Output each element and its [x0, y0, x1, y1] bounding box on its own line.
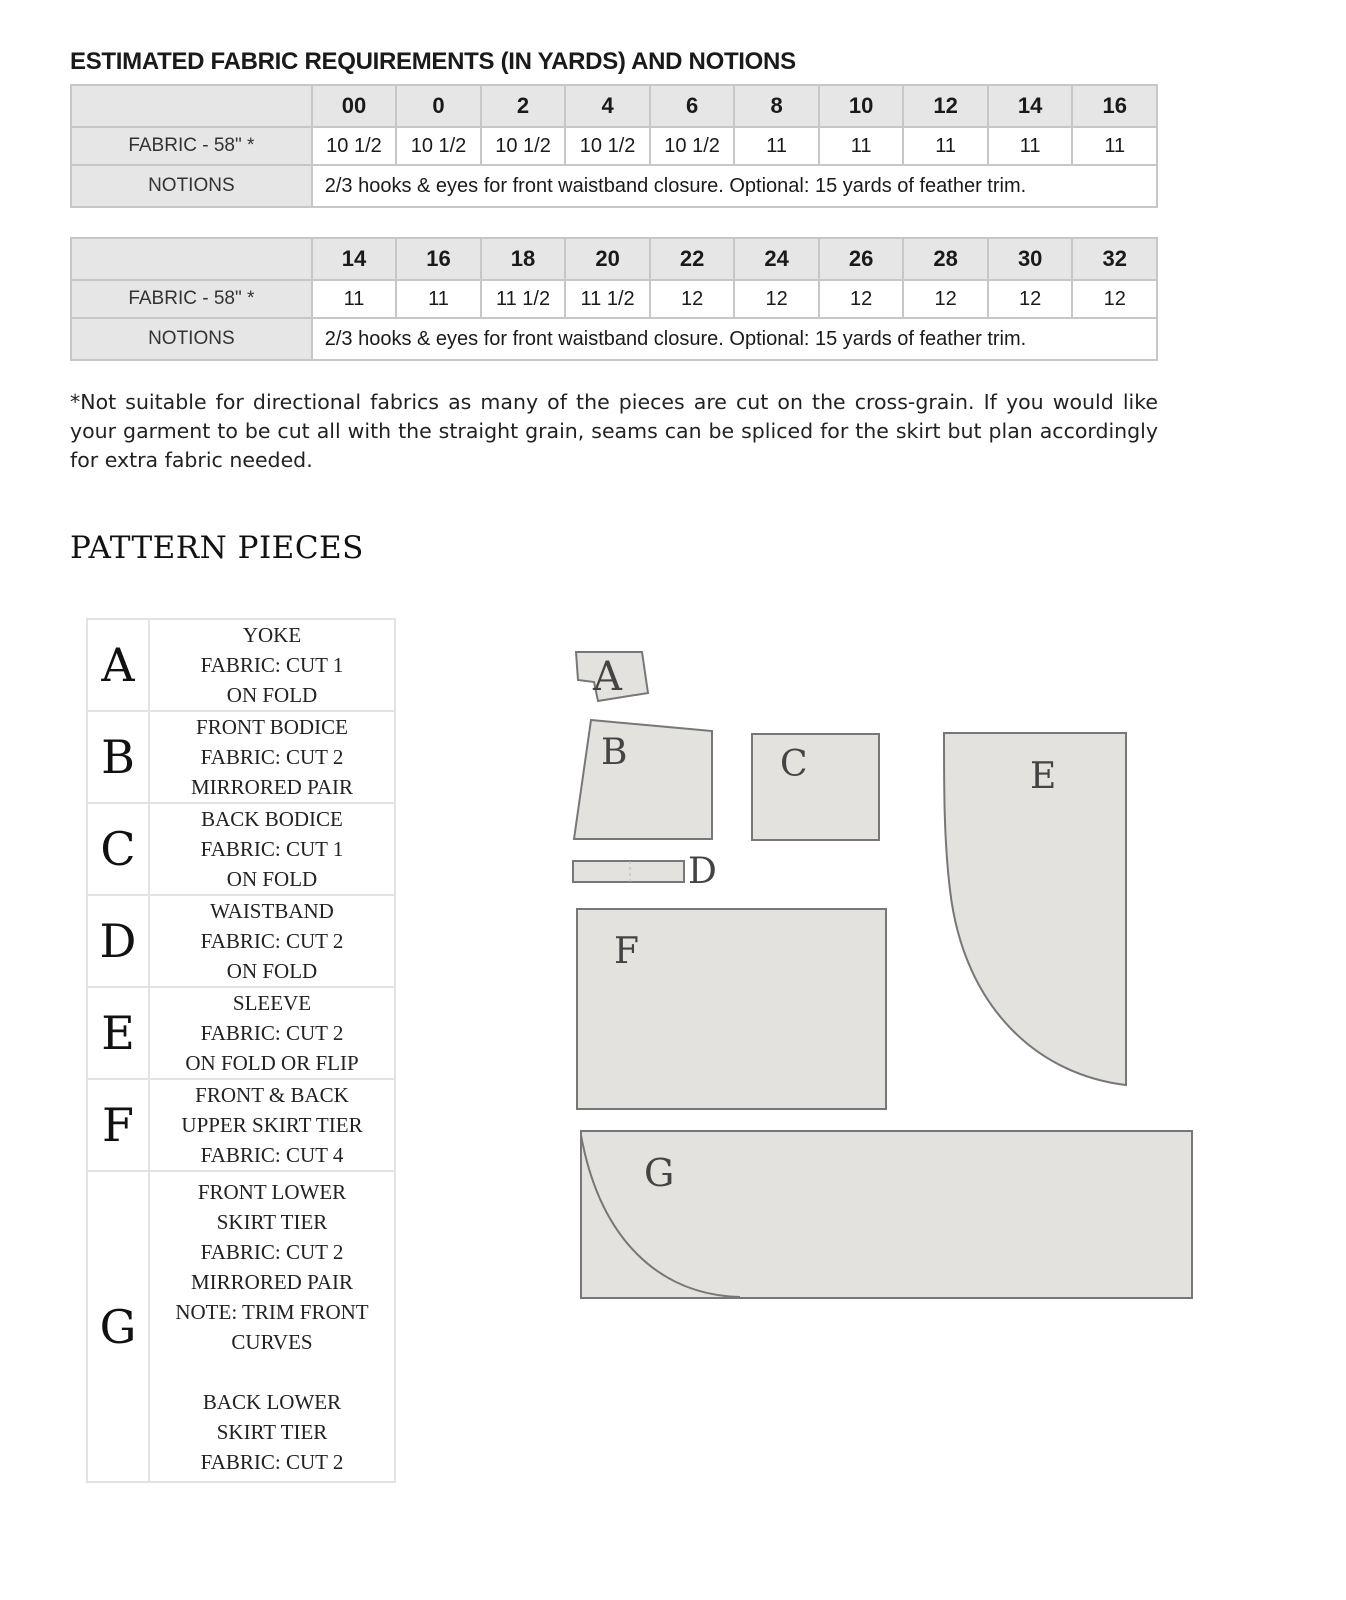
page-title: ESTIMATED FABRIC REQUIREMENTS (IN YARDS) AND NOTIONS	[70, 48, 796, 75]
piece-line: WAISTBAND	[210, 899, 334, 923]
size-cell: 14	[988, 85, 1073, 127]
fabric-cell: 10 1/2	[481, 127, 566, 165]
size-cell: 20	[565, 238, 650, 280]
fabric-cell: 10 1/2	[650, 127, 735, 165]
fabric-cell: 11	[396, 280, 481, 318]
fabric-cell: 12	[903, 280, 988, 318]
size-cell: 30	[988, 238, 1073, 280]
piece-line: FRONT LOWER	[197, 1179, 347, 1204]
notions-text: 2/3 hooks & eyes for front waistband closure. Optional: 15 yards of feather trim.	[312, 165, 1157, 207]
piece-letter: B	[87, 711, 149, 803]
size-cell: 16	[1072, 85, 1157, 127]
size-cell: 00	[312, 85, 397, 127]
piece-line: BACK BODICE	[201, 807, 343, 831]
piece-line: NOTE: TRIM FRONT	[175, 1299, 369, 1324]
fabric-cell: 12	[988, 280, 1073, 318]
notions-label: NOTIONS	[71, 318, 312, 360]
size-cell: 6	[650, 85, 735, 127]
piece-line: YOKE	[242, 623, 302, 647]
piece-line: BACK LOWER	[202, 1389, 342, 1414]
fabric-cell: 11	[734, 127, 818, 165]
fabric-cell: 11	[819, 127, 904, 165]
fabric-cell: 11	[988, 127, 1073, 165]
fabric-cell: 12	[734, 280, 819, 318]
fabric-cell: 12	[650, 280, 735, 318]
piece-b-shape	[574, 720, 712, 839]
piece-letter: F	[87, 1079, 149, 1171]
piece-line: ON FOLD OR FLIP	[185, 1051, 359, 1075]
piece-letter: E	[87, 987, 149, 1079]
piece-line: FRONT & BACK	[195, 1083, 349, 1107]
size-cell: 8	[734, 85, 818, 127]
size-cell: 14	[312, 238, 397, 280]
piece-line: SKIRT TIER	[216, 1209, 328, 1234]
piece-line: MIRRORED PAIR	[190, 1269, 353, 1294]
piece-line: FABRIC: CUT 4	[200, 1143, 344, 1167]
piece-line: ON FOLD	[226, 683, 318, 707]
piece-line: FABRIC: CUT 1	[200, 837, 344, 861]
piece-c-shape	[752, 734, 879, 840]
fabric-cell: 11	[903, 127, 988, 165]
piece-line: FABRIC: CUT 2	[200, 1449, 344, 1474]
notions-label: NOTIONS	[71, 165, 312, 207]
fabric-cell: 11 1/2	[565, 280, 650, 318]
fabric-label: FABRIC - 58" *	[71, 127, 312, 165]
piece-letter: A	[87, 619, 149, 711]
diagram-label-f: F	[614, 931, 639, 972]
fabric-cell: 10 1/2	[396, 127, 481, 165]
piece-line: FABRIC: CUT 1	[200, 653, 344, 677]
size-cell: 0	[396, 85, 481, 127]
size-cell: 10	[819, 85, 904, 127]
piece-letter: D	[87, 895, 149, 987]
piece-line: FABRIC: CUT 2	[200, 1239, 344, 1264]
piece-line: ON FOLD	[226, 959, 318, 983]
diagram-label-d: D	[688, 851, 717, 892]
size-cell: 22	[650, 238, 735, 280]
diagram-label-c: C	[780, 744, 808, 785]
piece-line: FABRIC: CUT 2	[200, 1021, 344, 1045]
size-cell: 4	[565, 85, 650, 127]
fabric-cell: 10 1/2	[312, 127, 397, 165]
size-cell: 24	[734, 238, 819, 280]
piece-d-shape	[573, 861, 684, 882]
piece-line: MIRRORED PAIR	[190, 775, 353, 799]
piece-line: ON FOLD	[226, 867, 318, 891]
size-cell: 2	[481, 85, 566, 127]
size-cell: 12	[903, 85, 988, 127]
piece-line: SKIRT TIER	[216, 1419, 328, 1444]
piece-line: UPPER SKIRT TIER	[181, 1113, 363, 1137]
diagram-label-b: B	[601, 732, 628, 773]
piece-letter: C	[87, 803, 149, 895]
piece-letter: G	[87, 1171, 149, 1482]
piece-line: FABRIC: CUT 2	[200, 745, 344, 769]
fabric-cell: 11 1/2	[481, 280, 566, 318]
fabric-cell: 12	[819, 280, 904, 318]
fabric-label: FABRIC - 58" *	[71, 280, 312, 318]
footnote: *Not suitable for directional fabrics as many of the pieces are cut on the cross-grain. If you would like your garment to be cut all with the straight grain, seams can be spliced for the skirt but plan accordingly for extra fabric needed.	[70, 390, 1158, 472]
piece-line: FABRIC: CUT 2	[200, 929, 344, 953]
diagram-label-e: E	[1030, 756, 1057, 797]
piece-line: CURVES	[231, 1329, 313, 1354]
size-cell: 16	[396, 238, 481, 280]
fabric-cell: 11	[312, 280, 397, 318]
piece-line: SLEEVE	[232, 991, 312, 1015]
fabric-cell: 10 1/2	[565, 127, 650, 165]
fabric-cell: 12	[1072, 280, 1157, 318]
size-cell: 32	[1072, 238, 1157, 280]
size-cell: 26	[819, 238, 904, 280]
fabric-cell: 11	[1072, 127, 1157, 165]
notions-text: 2/3 hooks & eyes for front waistband closure. Optional: 15 yards of feather trim.	[312, 318, 1157, 360]
diagram-label-g: G	[644, 1151, 675, 1195]
pattern-pieces-heading: PATTERN PIECES	[70, 530, 364, 566]
size-cell: 18	[481, 238, 566, 280]
size-cell: 28	[903, 238, 988, 280]
piece-line: FRONT BODICE	[196, 715, 348, 739]
diagram-label-a: A	[593, 654, 622, 700]
